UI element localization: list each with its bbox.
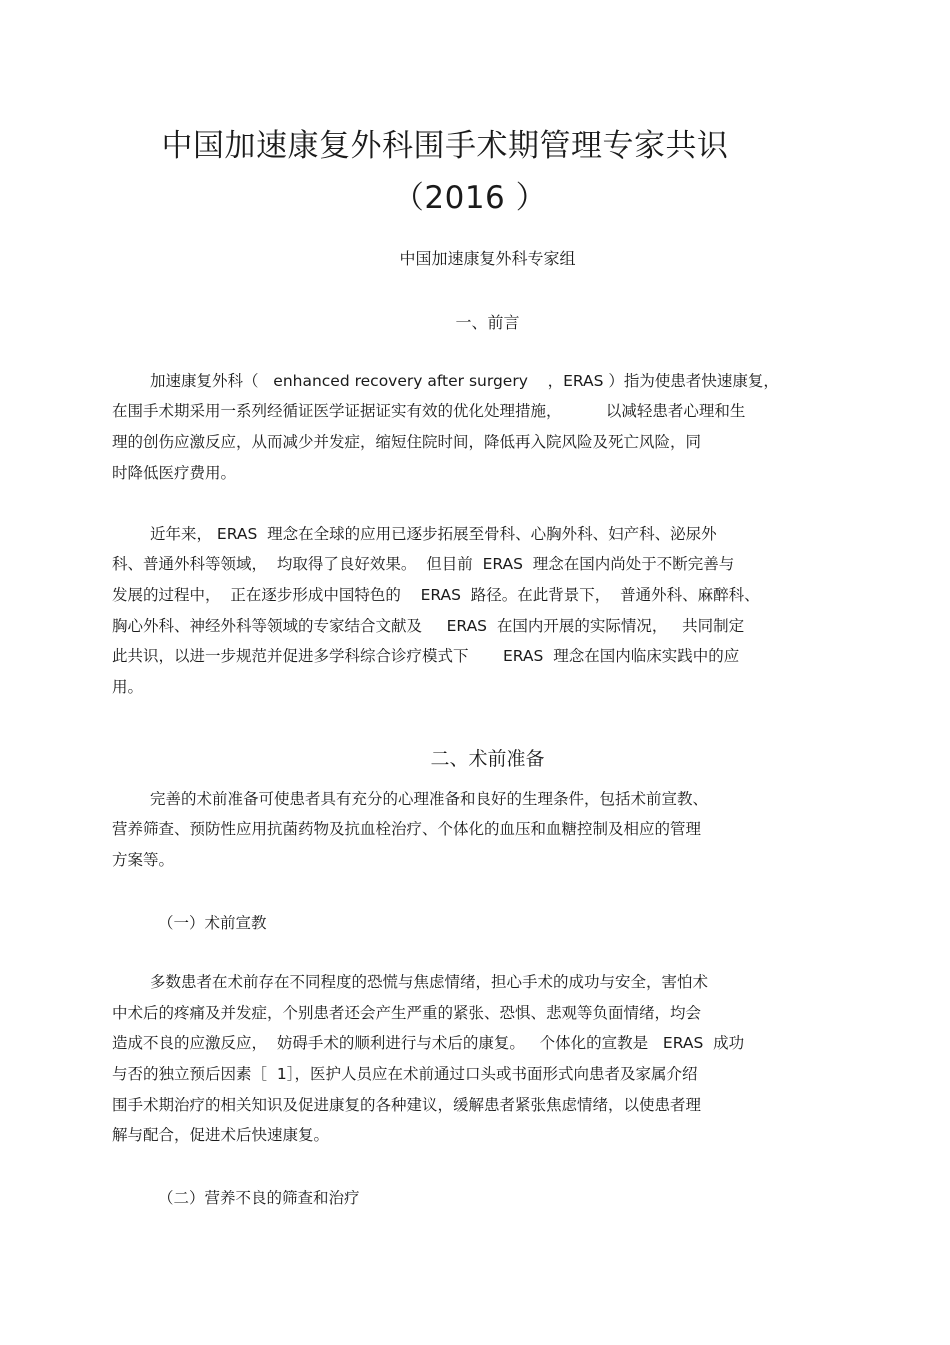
paragraph-line: 加速康复外科（ enhanced recovery after surgery ，ERAS ）指为使患者快速康复， bbox=[150, 372, 779, 390]
section-heading-preface: 一、前言 bbox=[455, 313, 520, 332]
paragraph-line: 解与配合，促进术后快速康复。 bbox=[112, 1126, 330, 1144]
paragraph-line: 此共识，以进一步规范并促进多学科综合诊疗模式下 ERAS 理念在国内临床实践中的应 bbox=[112, 647, 740, 665]
paragraph-line: 时降低医疗费用。 bbox=[112, 464, 237, 482]
paragraph-line: 在围手术期采用一系列经循证医学证据证实有效的优化处理措施， 以减轻患者心理和生 bbox=[112, 402, 746, 420]
paragraph-line: 营养筛查、预防性应用抗菌药物及抗血栓治疗、个体化的血压和血糖控制及相应的管理 bbox=[112, 820, 702, 838]
subsection-heading-nutrition: （二）营养不良的筛查和治疗 bbox=[158, 1189, 360, 1207]
paragraph-line: 胸心外科、神经外科等领域的专家结合文献及 ERAS 在国内开展的实际情况， 共同制定 bbox=[112, 617, 745, 635]
paragraph-line: 中术后的疼痛及并发症，个别患者还会产生严重的紧张、恐惧、悲观等负面情绪，均会 bbox=[112, 1004, 702, 1022]
document-title-year: （2016 ） bbox=[392, 180, 548, 216]
paragraph-line: 用。 bbox=[112, 678, 144, 696]
document-title: 中国加速康复外科围手术期管理专家共识 bbox=[161, 128, 729, 164]
paragraph-line: 科、普通外科等领域， 均取得了良好效果。 但目前 ERAS 理念在国内尚处于不断完善与 bbox=[112, 555, 735, 573]
author-line: 中国加速康复外科专家组 bbox=[399, 249, 576, 268]
paragraph-line: 理的创伤应激反应，从而减少并发症，缩短住院时间，降低再入院风险及死亡风险，同 bbox=[112, 433, 702, 451]
paragraph-line: 多数患者在术前存在不同程度的恐慌与焦虑情绪，担心手术的成功与安全，害怕术 bbox=[150, 973, 709, 991]
section-heading-preop: 二、术前准备 bbox=[430, 748, 545, 770]
paragraph-line: 发展的过程中， 正在逐步形成中国特色的 ERAS 路径。在此背景下， 普通外科、麻醉科、 bbox=[112, 586, 760, 604]
paragraph-line: 近年来， ERAS 理念在全球的应用已逐步拓展至骨科、心胸外科、妇产科、泌尿外 bbox=[150, 525, 717, 543]
paragraph-line: 方案等。 bbox=[112, 851, 175, 869]
subsection-heading-education: （一）术前宣教 bbox=[158, 914, 267, 932]
paragraph-line: 与否的独立预后因素［ 1］，医护人员应在术前通过口头或书面形式向患者及家属介绍 bbox=[112, 1065, 698, 1083]
paragraph-line: 围手术期治疗的相关知识及促进康复的各种建议，缓解患者紧张焦虑情绪，以使患者理 bbox=[112, 1096, 702, 1114]
paragraph-line: 完善的术前准备可使患者具有充分的心理准备和良好的生理条件，包括术前宣教、 bbox=[150, 790, 709, 808]
paragraph-line: 造成不良的应激反应， 妨碍手术的顺利进行与术后的康复。 个体化的宣教是 ERAS 成功 bbox=[112, 1034, 745, 1052]
